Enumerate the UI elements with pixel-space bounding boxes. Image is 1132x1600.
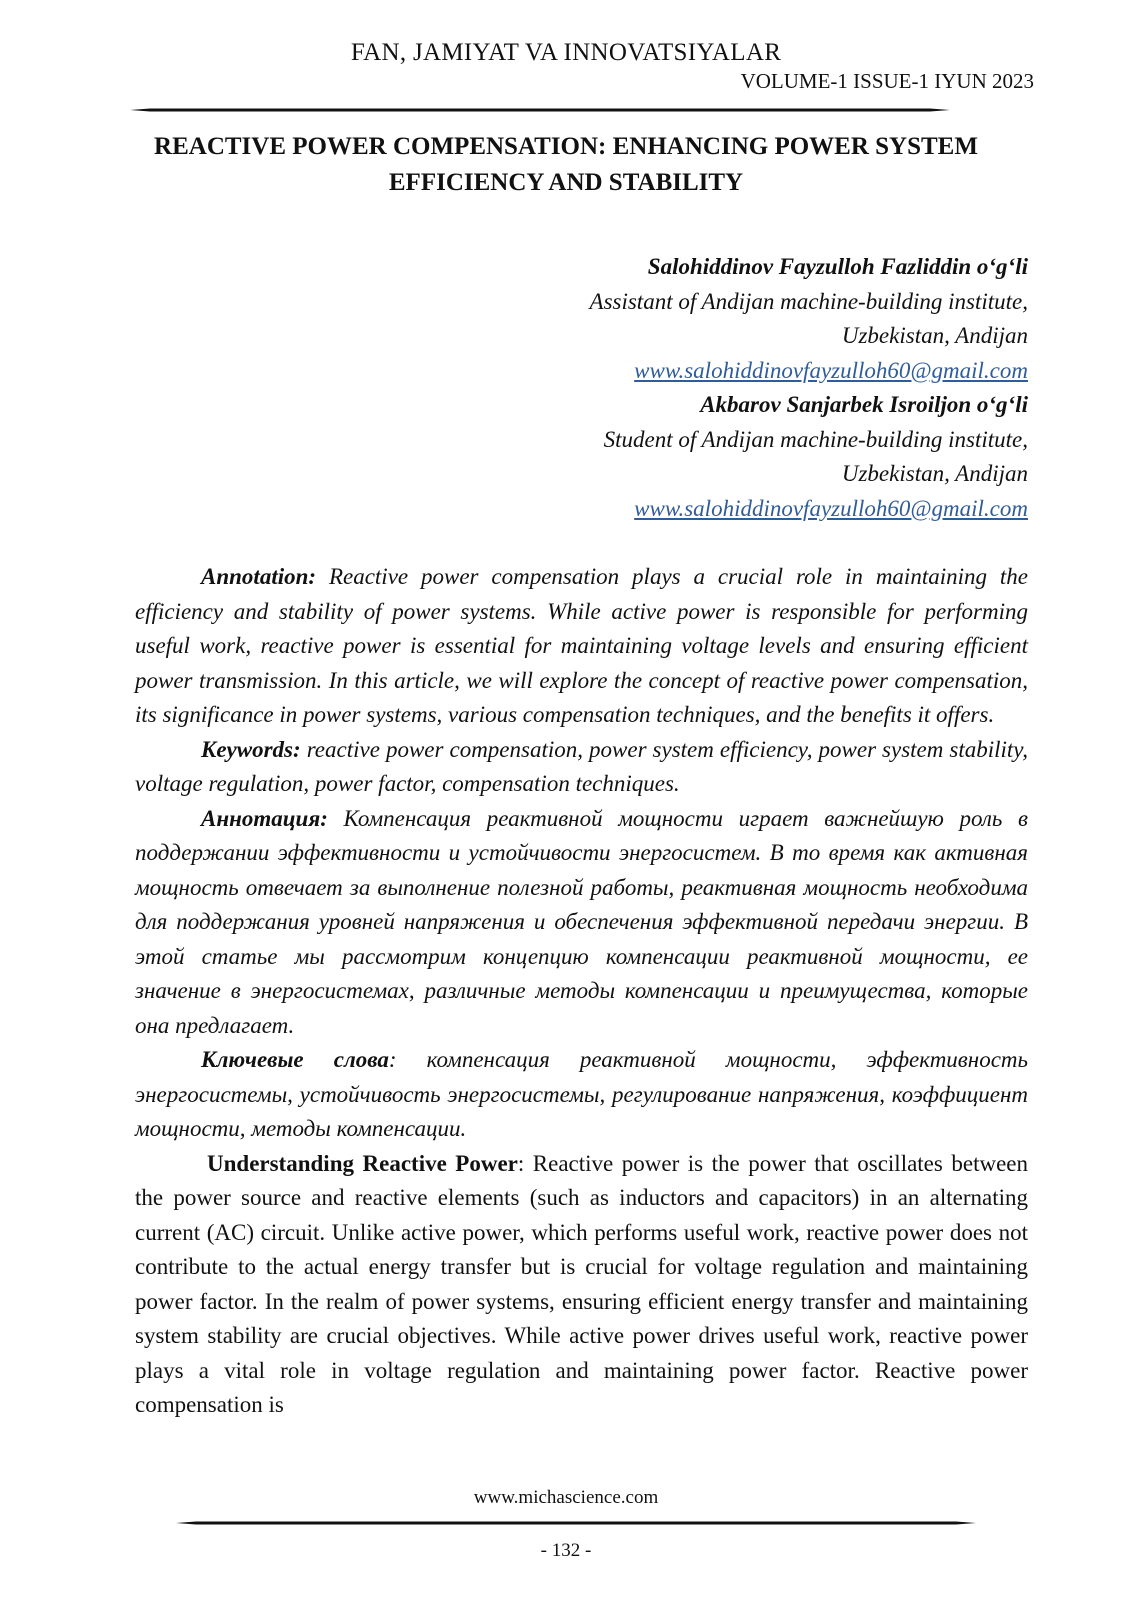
author-name: Salohiddinov Fayzulloh Fazliddin o‘g‘li <box>647 254 1028 279</box>
paper-title-line1: REACTIVE POWER COMPENSATION: ENHANCING POWER SYSTEM <box>154 133 978 160</box>
author-email-link[interactable]: www.salohiddinovfayzulloh60@gmail.com <box>634 357 1028 383</box>
section-paragraph <box>135 1147 1028 1423</box>
keywords-text: reactive power compensation, power system efficiency, power system stability, voltage regulation, power factor, compensation techniques. <box>135 736 1028 796</box>
keywords-ru-text: : компенсация реактивной мощности, эффективность энергосистемы, устойчивость энергосистемы, регулирование напряжения, коэффициент мощности, методы компенсации. <box>135 1047 1028 1141</box>
page-number: - 132 - <box>540 1540 592 1561</box>
annotation-ru-paragraph <box>135 802 1028 1044</box>
annotation-label: Annotation: <box>201 564 317 589</box>
journal-title: FAN, JAMIYAT VA INNOVATSIYALAR <box>350 39 782 66</box>
annotation-text: Reactive power compensation plays a crucial role in maintaining the efficiency and stability of power systems. While active power is responsible for performing useful work, reactive power is essential for maintaining voltage levels and ensuring efficient power transmission. In this article, we will explore the concept of reactive power compensation, its significance in power systems, various compensation techniques, and the benefits it offers. <box>135 564 1028 727</box>
paper-title <box>120 129 1012 201</box>
author-name: Akbarov Sanjarbek Isroiljon o‘g‘li <box>700 392 1028 417</box>
keywords-label: Keywords: <box>201 736 301 762</box>
annotation-ru-text: Компенсация реактивной мощности играет важнейшую роль в поддержании эффективности и устойчивости энергосистем. В то время как активная мощность отвечает за выполнение полезной работы, реактивная мощность необходима для поддержания уровней напряжения и обеспечения эффективной передачи энергии. В этой статье мы рассмотрим концепцию компенсации реактивной мощности, ее значение в энергосистемах, различные методы компенсации и преимущества, которые она предлагает. <box>135 805 1028 1038</box>
annotation-ru-label: Аннотация: <box>201 805 328 831</box>
article-body <box>135 560 1028 1423</box>
journal-volume: VOLUME-1 ISSUE-1 IYUN 2023 <box>740 69 1034 93</box>
author-location: Uzbekistan, Andijan <box>841 323 1028 348</box>
annotation-paragraph <box>135 560 1028 733</box>
keywords-ru-label: Ключевые слова <box>201 1047 389 1072</box>
footer-url: www.michascience.com <box>473 1487 659 1508</box>
author-position: Assistant of Andijan machine-building institute, <box>589 288 1028 314</box>
author-position: Student of Andijan machine-building institute, <box>603 426 1028 452</box>
author-location: Uzbekistan, Andijan <box>841 461 1028 486</box>
keywords-ru-paragraph <box>135 1043 1028 1147</box>
paper-title-line2: EFFICIENCY AND STABILITY <box>388 169 744 196</box>
authors-block <box>328 250 1028 526</box>
section-text: : Reactive power is the power that oscillates between the power source and reactive elements (such as inductors and capacitors) in an alternating current (AC) circuit. Unlike active power, which performs useful work, reactive power does not contribute to the actual energy transfer but is crucial for voltage regulation and maintaining power factor. In the realm of power systems, ensuring efficient energy transfer and maintaining system stability are crucial objectives. While active power drives useful work, reactive power plays a vital role in voltage regulation and maintaining power factor. Reactive power compensation is <box>135 1150 1028 1417</box>
keywords-paragraph <box>135 733 1028 802</box>
author-email-link[interactable]: www.salohiddinovfayzulloh60@gmail.com <box>634 495 1028 521</box>
section-heading: Understanding Reactive Power <box>207 1150 518 1176</box>
